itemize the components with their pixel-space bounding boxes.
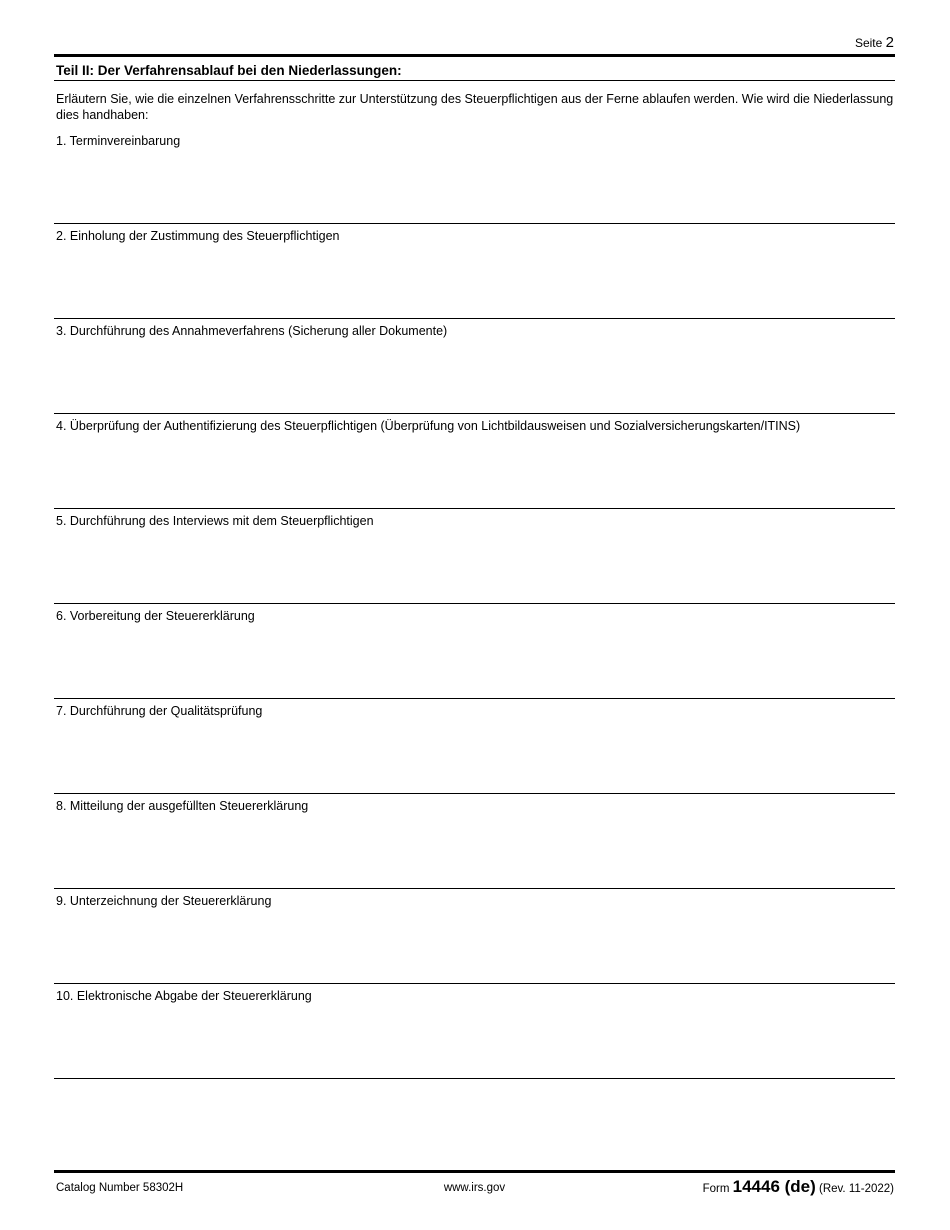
section-6-label: 6. Vorbereitung der Steuererklärung	[56, 609, 255, 623]
form-prefix: Form	[702, 1183, 730, 1195]
section-9-label: 9. Unterzeichnung der Steuererklärung	[56, 894, 272, 908]
form-revision: (Rev. 11-2022)	[819, 1183, 894, 1195]
instructions-text: Erläutern Sie, wie die einzelnen Verfahrensschritte zur Unterstützung des Steuerpflichtigen aus der Ferne ablaufen werden. Wie wird die Niederlassung dies handhaben:	[56, 92, 894, 122]
section-9-answer-field[interactable]	[54, 889, 895, 984]
page-footer	[54, 1170, 895, 1200]
section-5-answer-field[interactable]	[54, 509, 895, 604]
section-3-label: 3. Durchführung des Annahmeverfahrens (Sicherung aller Dokumente)	[56, 324, 448, 338]
catalog-number: Catalog Number 58302H	[56, 1182, 184, 1194]
section-5-label: 5. Durchführung des Interviews mit dem Steuerpflichtigen	[56, 514, 374, 528]
page-number-value: 2	[885, 34, 894, 51]
section-3-answer-field[interactable]	[54, 319, 895, 414]
section-4-answer-field[interactable]	[54, 414, 895, 509]
section-1-answer-field[interactable]	[54, 129, 895, 224]
part-title: Teil II: Der Verfahrensablauf bei den Niederlassungen:	[54, 54, 895, 81]
section-2-answer-field[interactable]	[54, 224, 895, 319]
website-link[interactable]: www.irs.gov	[443, 1182, 506, 1194]
page-number	[855, 34, 894, 52]
section-7-answer-field[interactable]	[54, 699, 895, 794]
section-7-label: 7. Durchführung der Qualitätsprüfung	[56, 704, 263, 718]
section-8-answer-field[interactable]	[54, 794, 895, 889]
page-label: Seite	[854, 36, 883, 50]
section-6-answer-field[interactable]	[54, 604, 895, 699]
form-number: 14446 (de)	[732, 1177, 816, 1196]
section-8-label: 8. Mitteilung der ausgefüllten Steuererklärung	[56, 799, 309, 813]
section-10-answer-field[interactable]	[54, 984, 895, 1079]
section-10-label: 10. Elektronische Abgabe der Steuererklärung	[56, 989, 312, 1003]
section-2-label: 2. Einholung der Zustimmung des Steuerpflichtigen	[56, 229, 340, 243]
section-1-label: 1. Terminvereinbarung	[56, 134, 181, 148]
form-identifier	[703, 1177, 894, 1197]
section-4-label: 4. Überprüfung der Authentifizierung des Steuerpflichtigen (Überprüfung von Lichtbildausweisen und Sozialversicherungskarten/ITINS)	[56, 419, 801, 433]
